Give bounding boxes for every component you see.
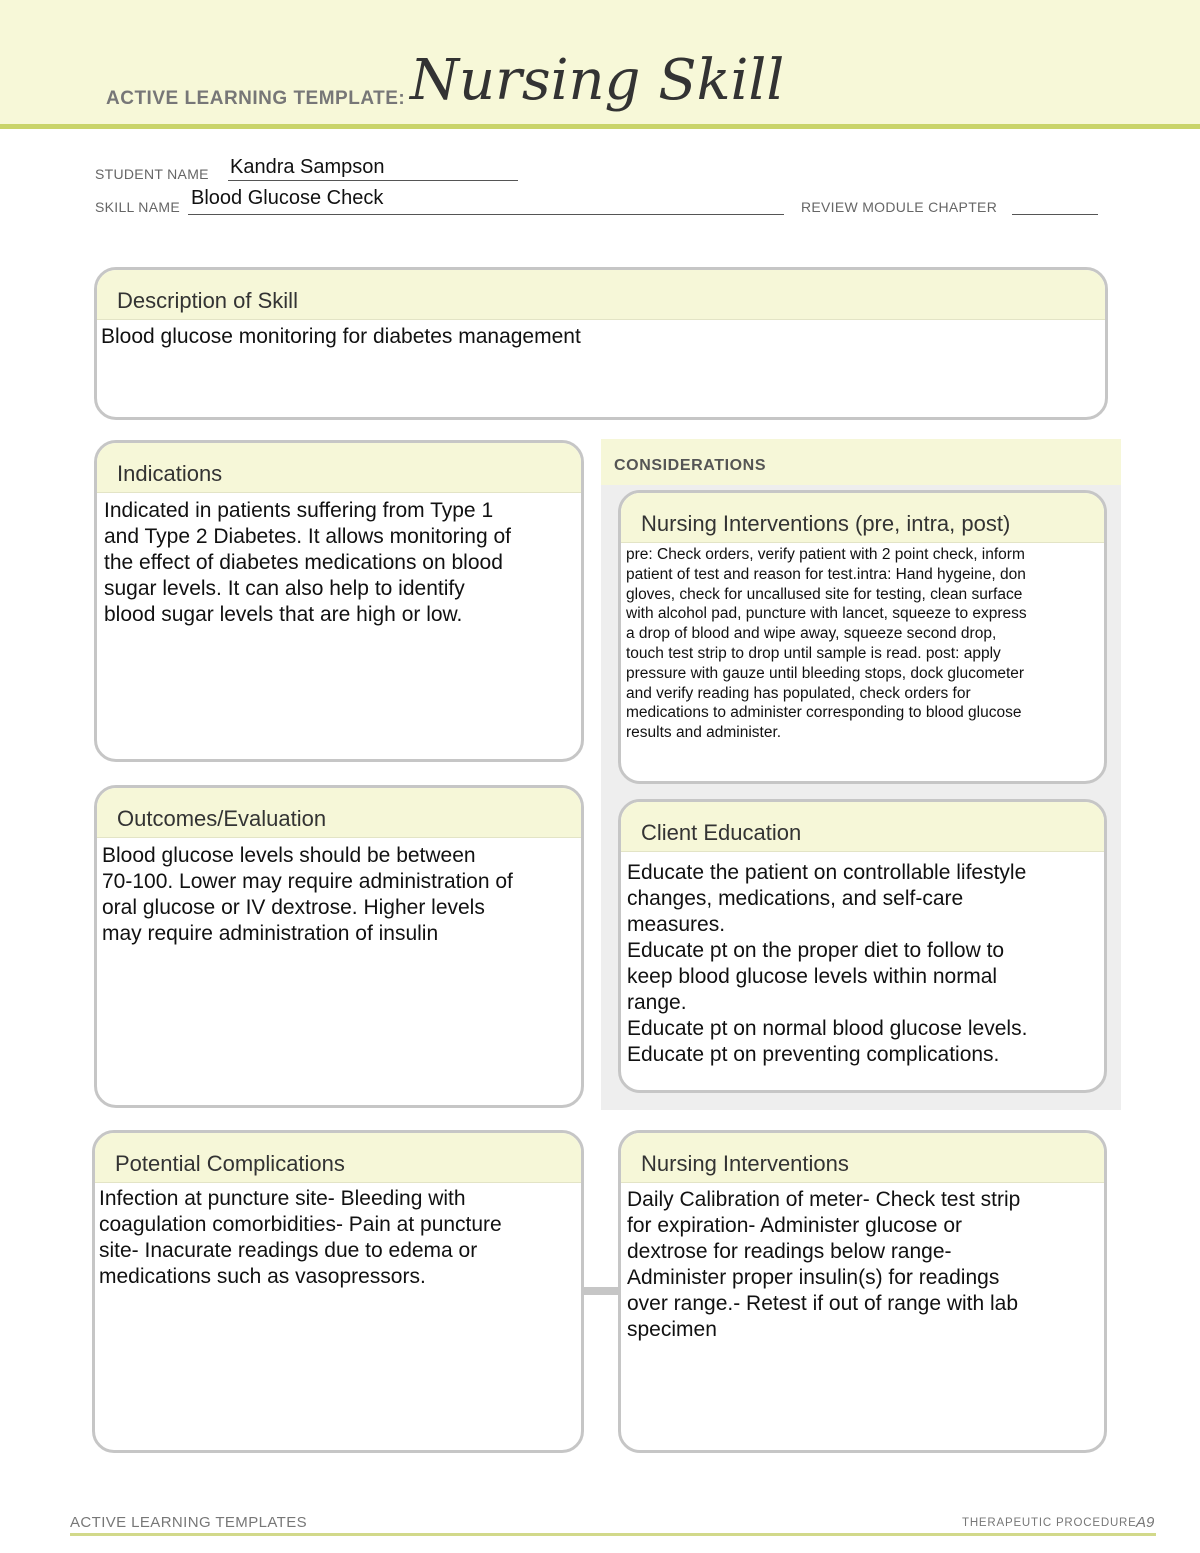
review-module-line	[1012, 214, 1098, 215]
nursing-interventions-box	[618, 1130, 1107, 1453]
review-module-label: REVIEW MODULE CHAPTER	[801, 199, 998, 215]
nursing-interventions-body[interactable]: Daily Calibration of meter- Check test strip for expiration- Administer glucose or dextrose for readings below range- Administer proper insulin(s) for readings over range.- Retest if out of range with lab specimen	[627, 1188, 1021, 1341]
complications-title: Potential Complications	[95, 1133, 581, 1183]
interventions-pip-title: Nursing Interventions (pre, intra, post)	[621, 493, 1104, 543]
student-name-line	[228, 180, 518, 181]
complications-body[interactable]: Infection at puncture site- Bleeding with coagulation comorbidities- Pain at puncture site- Inacurate readings due to edema or medications such as vasopressors.	[99, 1187, 502, 1288]
description-title: Description of Skill	[97, 270, 1105, 320]
template-label: ACTIVE LEARNING TEMPLATE:	[106, 88, 406, 109]
considerations-title: CONSIDERATIONS	[601, 439, 1121, 485]
skill-name-line	[188, 214, 784, 215]
outcomes-title: Outcomes/Evaluation	[97, 788, 581, 838]
description-box	[94, 267, 1108, 420]
footer-page-number: A9	[1136, 1514, 1155, 1531]
footer-right: THERAPEUTIC PROCEDURE	[962, 1517, 1137, 1529]
footer-left: ACTIVE LEARNING TEMPLATES	[70, 1514, 307, 1531]
footer-line	[70, 1533, 1156, 1536]
outcomes-body[interactable]: Blood glucose levels should be between 70-100. Lower may require administration of oral glucose or IV dextrose. Higher levels may require administration of insulin	[102, 844, 513, 945]
interventions-pip-body[interactable]: pre: Check orders, verify patient with 2 point check, inform patient of test and reason for test.intra: Hand hygeine, don gloves, check for uncallused site for testing, clean surface with alcohol pad, puncture with lancet, squeeze to express a drop of blood and wipe away, squeeze second drop, touch test strip to drop until sample is read. post: apply pressure with gauze until bleeding stops, dock glucometer and verify reading has populated, check orders for medications to administer corresponding to blood glucose results and administer.	[626, 546, 1027, 742]
description-body[interactable]: Blood glucose monitoring for diabetes management	[101, 325, 581, 348]
nursing-interventions-title: Nursing Interventions	[621, 1133, 1104, 1183]
student-name-field[interactable]: Kandra Sampson	[230, 156, 385, 178]
complications-box	[92, 1130, 584, 1453]
student-name-label: STUDENT NAME	[95, 166, 209, 182]
client-education-title: Client Education	[621, 802, 1104, 852]
indications-box	[94, 440, 584, 762]
client-education-box	[618, 799, 1107, 1093]
interventions-pip-box	[618, 490, 1107, 784]
outcomes-box	[94, 785, 584, 1108]
indications-body[interactable]: Indicated in patients suffering from Type 1 and Type 2 Diabetes. It allows monitoring of the effect of diabetes medications on blood sugar levels. It can also help to identify blood sugar levels that are high or low.	[104, 499, 512, 626]
skill-name-field[interactable]: Blood Glucose Check	[191, 187, 384, 209]
box-connector	[583, 1287, 620, 1295]
client-education-body[interactable]: Educate the patient on controllable lifestyle changes, medications, and self-care measures. Educate pt on the proper diet to follow to keep blood glucose levels within normal range. Educate pt on normal blood glucose levels. Educate pt on preventing complications.	[627, 861, 1028, 1066]
skill-name-label: SKILL NAME	[95, 199, 180, 215]
indications-title: Indications	[97, 443, 581, 493]
page-title: Nursing Skill	[410, 48, 785, 113]
